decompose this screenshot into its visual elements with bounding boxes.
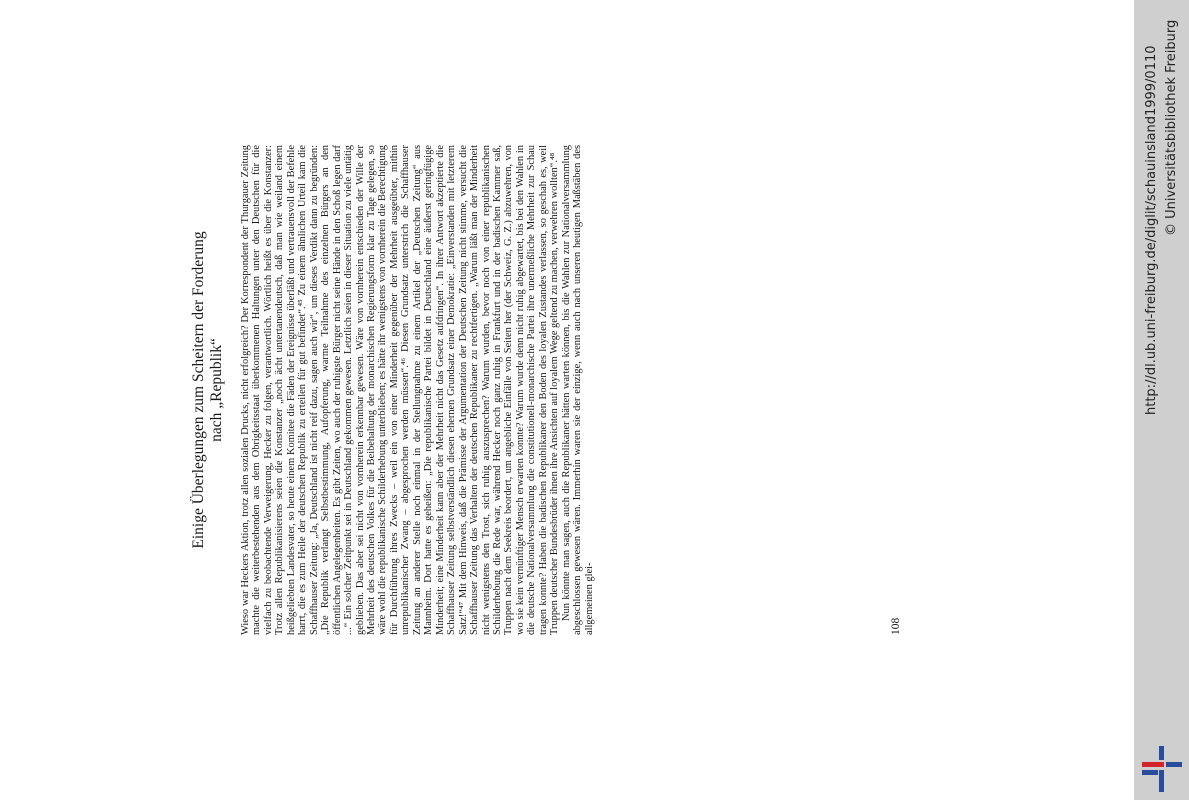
source-url-link[interactable]: http://dl.ub.uni-freiburg.de/diglit/schauinsland1999/0110 xyxy=(1144,45,1159,415)
logo-bar-blue-left xyxy=(1142,770,1158,775)
sidebar-text-area xyxy=(1134,0,1189,800)
copyright-notice: © Universitätsbibliothek Freiburg xyxy=(1164,19,1179,236)
page-number: 108 xyxy=(890,617,902,635)
body-text xyxy=(240,145,595,635)
heading-line-1: Einige Überlegungen zum Scheitern der Forderung xyxy=(190,231,207,549)
paragraph: Nun könnte man sagen, auch die Republikaner hätten warten können, bis die Wahlen zur Nationalversammlung abgeschlossen gewesen wären. Immerhin waren sie der einzige, wenn auch nach unseren heutigen Maßstäben des allgemeinen glei- xyxy=(560,145,595,635)
logo-bar-blue-bottom xyxy=(1159,770,1164,792)
logo-bar-blue-right xyxy=(1166,762,1182,767)
section-heading xyxy=(190,145,226,635)
logo-bar-blue-top xyxy=(1159,746,1164,760)
heading-line-2: nach „Republik“ xyxy=(208,338,225,442)
logo-bar-red xyxy=(1142,762,1164,767)
library-logo-icon xyxy=(1142,746,1182,792)
rotated-page-content xyxy=(190,145,910,635)
paragraph: Wieso war Heckers Aktion, trotz allen sozialen Drucks, nicht erfolgreich? Der Korrespondent der Thurgauer Zeitung machte die weiterbestehenden aus dem Obrigkeitsstaat überkommenen Haltungen unter den Deutschen für die vielfach zu beobachtende Verweigerung, Hecker zu folgen, verantwortlich. Wörtlich heißt es über die Konstanzer: Trotz allen Republikanisierens seien die Konstanzer „noch ächt untertanendeutsch, daß man wie weiland einem heißgeliebten Landesvater, so heute einem Komitee die Fäden der Ereignisse überläßt und vertrauensvoll der Befehle harrt, die es zum Heile der deutschen Republik zu erteilen für gut befindet“.⁴⁵ Zu einem ähnlichen Urteil kam die Schaffhauser Zeitung: „Ja, Deutschland ist nicht reif dazu, sagen auch wir“, um dieses Verdikt dann zu begründen: „Die Republik verlangt Selbstbestimmung, Aufopferung, warme Teilnahme des einzelnen Bürgers an den öffentlichen Angelegenheiten. Es gibt Zeiten, wo auch der ruhigste Bürger nicht seine Hände in den Schoß legen darf ...“ Ein solcher Zeitpunkt sei in Deutschland gekommen gewesen. Letztlich seien in dieser Situation zu viele untätig geblieben. Das aber sei nicht von vornherein erkennbar gewesen. Wäre von vornherein entschieden der Wille der Mehrheit des deutschen Volkes für die Beibehaltung der monarchischen Regierungsform klar zu Tage gelegen, so wäre wohl die republikanische Schilderhebung unterblieben; es hätte ihr wenigstens von vornherein die Berechtigung für Durchführung ihres Zwecks – weil ein von einer Minderheit gegenüber der Mehrheit ausgeübter, mithin unrepublikanischer Zwang – abgesprochen werden müssen“.⁴⁶ Diesen Grundsatz unterstrich die Schaffhauser Zeitung an anderer Stelle noch einmal in der Stellungnahme zu einem Artikel der „Deutschen Zeitung“ aus Mannheim. Dort hatte es geheißen: „Die republikanische Partei bildet in Deutschland eine äußerst geringfügige Minderheit; eine Minderheit kann aber der Mehrheit nicht das Gesetz aufdringen“. In ihrer Antwort akzeptierte die Schaffhauser Zeitung selbstverständlich diesen ehernen Grundsatz einer Demokratie: „Einverstanden mit letzterem Satz!“⁴⁷ Mit dem Hinweis, daß die Prämisse der Argumentation der Deutschen Zeitung nicht stimme, versucht die Schaffhauser Zeitung das Verhalten der deutschen Republikaner zu rechtfertigen. „Warum läßt man der Minderheit nicht wenigstens den Trost, sich ruhig auszusprechen? Warum wurden, bevor noch von einer republikanischen Schilderhebung die Rede war, während Hecker noch ganz ruhig in Frankfurt und in der badischen Kammer saß, Truppen nach dem Seekreis beordert, um angebliche Einfälle von Seiten her (der Schweiz, G. Z.) abzuwehren, von wo sie kein vernünftiger Mensch erwarten konnte? Warum wurde denn nicht ruhig abgewartet, bis bei den Wahlen in die deutsche Nationalversammlung die constitutionell-monarchische Partei ihre unermeßliche Mehrheit zur Schau tragen konnte? Haben die badischen Republikaner den Boden des loyalen Zustandes verlassen, so geschah es, weil Truppen deutscher Bundesbrüder ihnen ihre Ansichten auf loyalem Wege geltend zu machen, verwehren wollten“.⁴⁸ xyxy=(240,145,561,635)
